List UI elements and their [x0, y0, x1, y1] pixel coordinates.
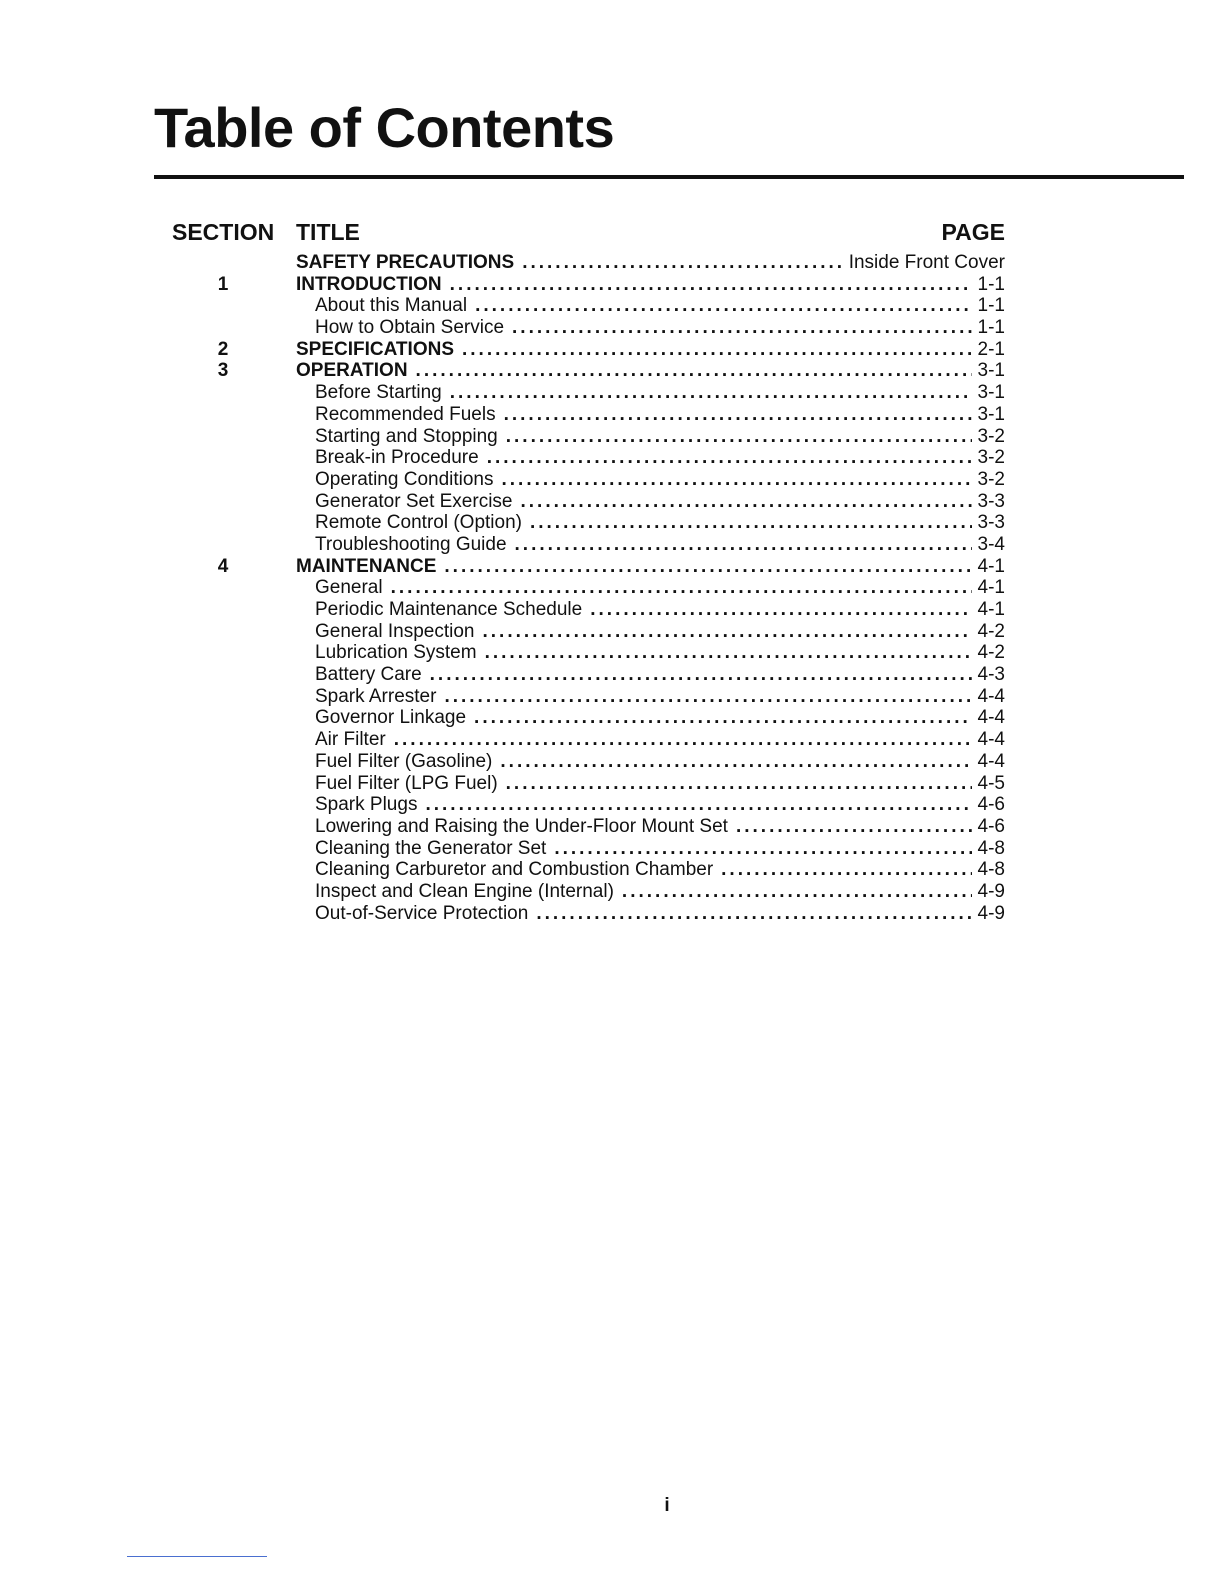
toc-entry-line [296, 339, 1005, 361]
column-header-page: PAGE [941, 219, 1005, 245]
entry-title: OPERATION [296, 360, 408, 382]
toc-entry-line [315, 707, 1005, 729]
entry-title: SAFETY PRECAUTIONS [296, 252, 515, 273]
entry-page: 4-5 [977, 772, 1005, 794]
toc-entry [0, 317, 1224, 339]
toc-entry-line [315, 512, 1005, 534]
dot-leader [474, 707, 971, 729]
entry-page: 3-2 [977, 425, 1005, 447]
toc-entry-line [315, 491, 1005, 513]
toc-entry [0, 382, 1224, 404]
dot-leader [721, 859, 971, 881]
dot-leader [736, 816, 972, 838]
entry-page: 3-1 [977, 360, 1005, 382]
dot-leader [391, 577, 972, 599]
toc-entry [0, 512, 1224, 534]
toc-entry-line [315, 404, 1005, 426]
toc-entry-line [296, 556, 1005, 578]
toc-entry [0, 859, 1224, 881]
dot-leader [520, 491, 971, 513]
toc-entry-line [315, 751, 1005, 773]
entry-title: Lubrication System [315, 642, 477, 664]
entry-page: 3-4 [977, 533, 1005, 555]
entry-page: 4-9 [977, 880, 1005, 902]
entry-page: 4-3 [977, 664, 1005, 686]
toc-entry-line [315, 838, 1005, 860]
entry-title: Inspect and Clean Engine (Internal) [315, 880, 614, 902]
dot-leader [502, 469, 972, 491]
toc-entry-line [315, 642, 1005, 664]
entry-title: Recommended Fuels [315, 403, 496, 425]
entry-page: 4-2 [977, 620, 1005, 642]
toc-entry [0, 252, 1224, 274]
section-number: 4 [217, 555, 229, 577]
entry-page: 4-6 [977, 815, 1005, 837]
dot-leader [500, 751, 971, 773]
toc-entry [0, 686, 1224, 708]
toc-entry-line [296, 252, 1005, 274]
toc-entry [0, 642, 1224, 664]
toc-entry [0, 447, 1224, 469]
entry-title: Periodic Maintenance Schedule [315, 599, 583, 620]
entry-title: Cleaning Carburetor and Combustion Chamber [315, 859, 714, 881]
toc-entry-line [315, 534, 1005, 556]
toc-entry [0, 729, 1224, 751]
toc-entry-line [315, 426, 1005, 448]
toc-entry [0, 707, 1224, 729]
dot-leader [504, 404, 972, 426]
toc-entry-line [315, 447, 1005, 469]
entry-page: 4-8 [977, 859, 1005, 881]
dot-leader [512, 317, 972, 339]
toc-entry [0, 426, 1224, 448]
toc-entry-line [315, 577, 1005, 599]
bottom-rule [127, 1556, 267, 1557]
entry-title: Before Starting [315, 382, 442, 404]
entry-page: 4-4 [977, 750, 1005, 772]
entry-page: 4-1 [977, 599, 1005, 620]
entry-title: Lowering and Raising the Under-Floor Mount Set [315, 815, 728, 837]
toc-entry [0, 599, 1224, 621]
entry-page: 4-4 [977, 729, 1005, 751]
dot-leader [530, 512, 972, 534]
toc-entry [0, 881, 1224, 903]
toc-entry [0, 360, 1224, 382]
entry-page: 3-2 [977, 468, 1005, 490]
entry-page: 4-9 [977, 902, 1005, 924]
entry-title: Cleaning the Generator Set [315, 837, 547, 859]
dot-leader [425, 794, 971, 816]
entry-page: 3-2 [977, 447, 1005, 469]
section-number: 2 [217, 338, 229, 360]
dot-leader [506, 773, 972, 795]
section-number: 1 [217, 273, 229, 295]
entry-title: Battery Care [315, 664, 422, 686]
toc-entry [0, 794, 1224, 816]
toc-entry [0, 838, 1224, 860]
toc-list [0, 252, 1224, 924]
toc-entry [0, 534, 1224, 556]
dot-leader [450, 382, 972, 404]
dot-leader [515, 534, 972, 556]
toc-entry-line [315, 295, 1005, 317]
entry-page: 4-4 [977, 685, 1005, 707]
entry-page: 3-3 [977, 512, 1005, 534]
toc-entry-line [315, 382, 1005, 404]
entry-page: 1-1 [977, 317, 1005, 339]
entry-title: Generator Set Exercise [315, 490, 513, 512]
dot-leader [536, 903, 971, 925]
column-header-section: SECTION [172, 219, 275, 245]
entry-page: 1-1 [977, 273, 1005, 295]
toc-entry-line [315, 729, 1005, 751]
toc-entry-line [296, 360, 1005, 382]
entry-page: 1-1 [977, 295, 1005, 317]
toc-entry-line [315, 664, 1005, 686]
entry-title: Governor Linkage [315, 707, 467, 729]
entry-title: Starting and Stopping [315, 425, 498, 447]
entry-page: 4-2 [977, 642, 1005, 664]
dot-leader [506, 426, 972, 448]
toc-entry [0, 621, 1224, 643]
entry-title: Spark Arrester [315, 685, 437, 707]
dot-leader [450, 274, 972, 296]
toc-entry [0, 664, 1224, 686]
toc-entry [0, 295, 1224, 317]
toc-entry [0, 903, 1224, 925]
entry-page: Inside Front Cover [848, 252, 1005, 273]
toc-entry [0, 751, 1224, 773]
title-rule [154, 175, 1184, 179]
toc-entry-line [315, 621, 1005, 643]
toc-entry-line [315, 317, 1005, 339]
dot-leader [487, 447, 972, 469]
entry-title: Operating Conditions [315, 468, 494, 490]
entry-title: SPECIFICATIONS [296, 338, 454, 360]
toc-entry-line [315, 469, 1005, 491]
dot-leader [394, 729, 972, 751]
dot-leader [483, 621, 972, 643]
toc-entry [0, 274, 1224, 296]
toc-entry [0, 469, 1224, 491]
page-number: i [664, 1495, 670, 1516]
entry-title: INTRODUCTION [296, 273, 442, 295]
toc-entry-line [315, 816, 1005, 838]
dot-leader [590, 599, 971, 621]
toc-entry [0, 339, 1224, 361]
entry-title: About this Manual [315, 295, 468, 317]
entry-title: Out-of-Service Protection [315, 902, 529, 924]
toc-entry [0, 577, 1224, 599]
entry-page: 4-1 [977, 577, 1005, 599]
entry-title: General [315, 577, 383, 599]
toc-entry [0, 556, 1224, 578]
entry-page: 3-1 [977, 403, 1005, 425]
entry-page: 4-6 [977, 794, 1005, 816]
toc-entry-line [315, 599, 1005, 621]
entry-title: MAINTENANCE [296, 555, 437, 577]
dot-leader [444, 686, 971, 708]
toc-entry-line [315, 773, 1005, 795]
toc-entry-line [315, 881, 1005, 903]
entry-page: 4-1 [977, 555, 1005, 577]
toc-entry-line [315, 794, 1005, 816]
entry-title: Fuel Filter (Gasoline) [315, 750, 493, 772]
entry-title: Fuel Filter (LPG Fuel) [315, 772, 498, 794]
entry-title: Spark Plugs [315, 794, 418, 816]
toc-entry [0, 773, 1224, 795]
dot-leader [444, 556, 971, 578]
dot-leader [522, 252, 843, 274]
entry-title: How to Obtain Service [315, 317, 505, 339]
section-number: 3 [217, 360, 229, 382]
entry-title: Air Filter [315, 729, 386, 751]
dot-leader [554, 838, 971, 860]
toc-entry-line [315, 686, 1005, 708]
toc-entry-line [296, 274, 1005, 296]
dot-leader [416, 360, 972, 382]
dot-leader [485, 642, 972, 664]
toc-entry-line [315, 859, 1005, 881]
toc-entry [0, 816, 1224, 838]
dot-leader [462, 339, 972, 361]
column-header-title: TITLE [296, 219, 360, 245]
entry-page: 4-4 [977, 707, 1005, 729]
dot-leader [475, 295, 971, 317]
dot-leader [622, 881, 972, 903]
entry-title: Break-in Procedure [315, 447, 479, 469]
entry-title: Troubleshooting Guide [315, 533, 507, 555]
entry-page: 3-1 [977, 382, 1005, 404]
page-title: Table of Contents [154, 96, 615, 159]
entry-page: 4-8 [977, 837, 1005, 859]
toc-entry [0, 491, 1224, 513]
entry-page: 3-3 [977, 490, 1005, 512]
entry-page: 2-1 [977, 338, 1005, 360]
toc-entry-line [315, 903, 1005, 925]
toc-entry [0, 404, 1224, 426]
entry-title: General Inspection [315, 620, 475, 642]
dot-leader [430, 664, 972, 686]
entry-title: Remote Control (Option) [315, 512, 522, 534]
